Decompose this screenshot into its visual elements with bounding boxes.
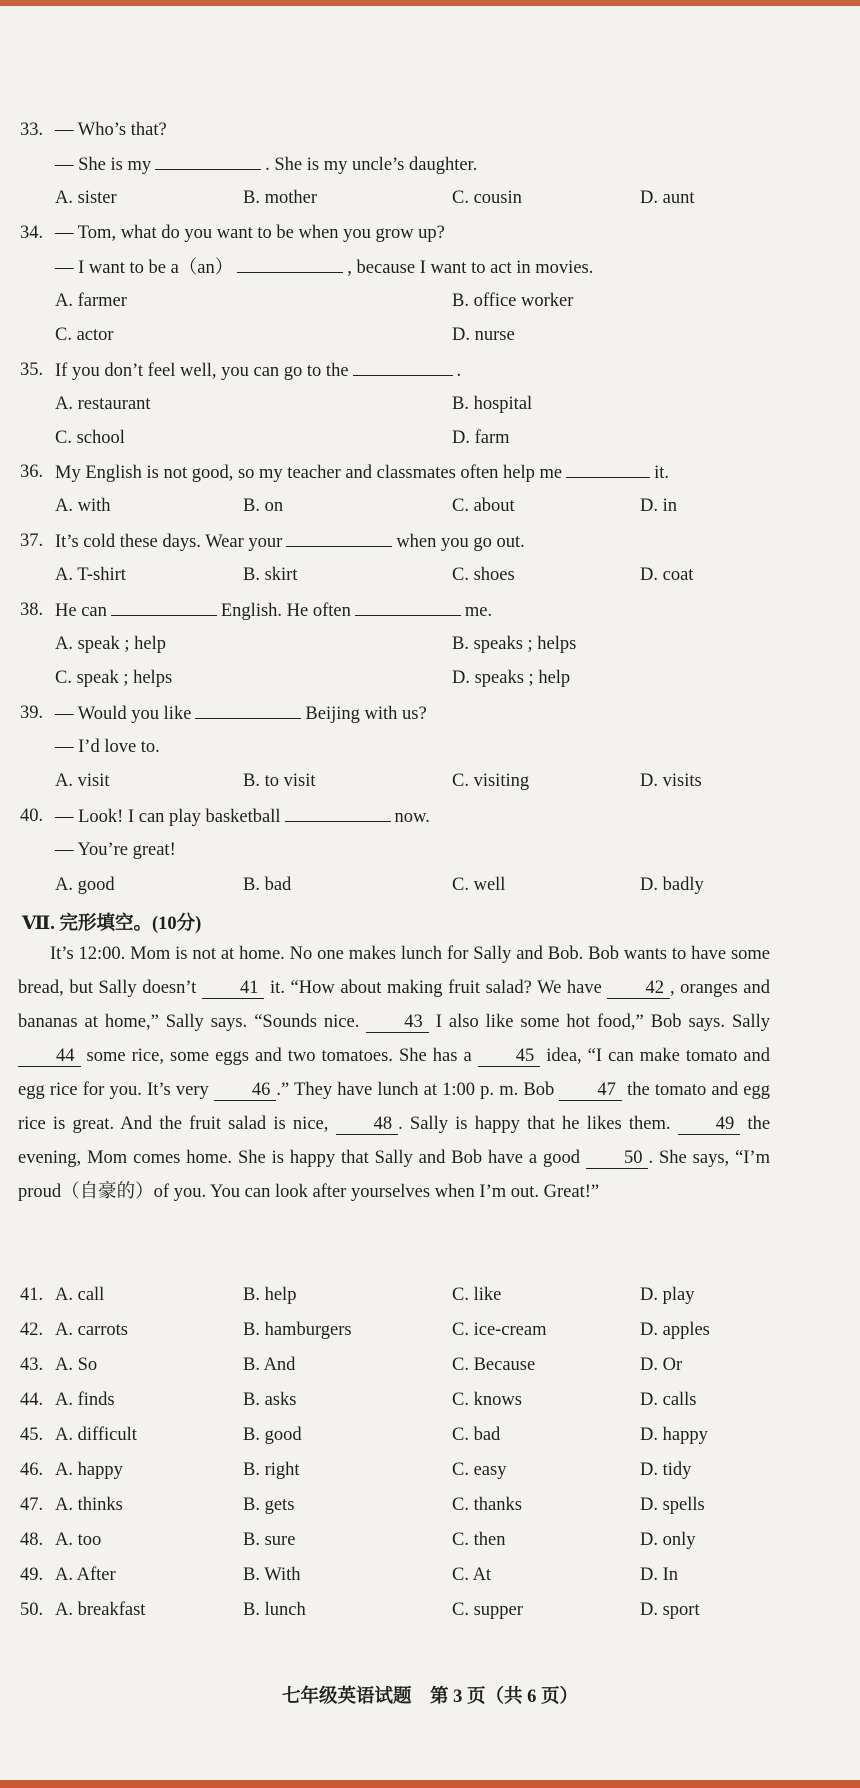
- page-footer: 七年级英语试题 第 3 页（共 6 页）: [281, 1687, 578, 1707]
- option-b: B. sure: [243, 1530, 296, 1550]
- question-number: 40.: [20, 806, 44, 826]
- answer-blank: [195, 702, 301, 719]
- option-a: A. So: [55, 1355, 98, 1375]
- question-line: — Would you like Beijing with us?: [55, 704, 427, 724]
- question-line: — Tom, what do you want to be when you grow up?: [55, 223, 445, 243]
- cloze-blank-50: 50: [586, 1148, 649, 1169]
- cloze-blank-44: 44: [18, 1046, 81, 1067]
- option-c: C. bad: [452, 1425, 501, 1445]
- question-number: 33.: [20, 120, 44, 140]
- answer-blank: [286, 530, 392, 547]
- option-c: C. knows: [452, 1390, 522, 1410]
- answer-blank: [155, 153, 261, 170]
- option-d: D. coat: [640, 565, 694, 585]
- option-c: C. ice-cream: [452, 1320, 547, 1340]
- question-number: 44.: [20, 1390, 44, 1410]
- option-a: A. finds: [55, 1390, 115, 1410]
- question-number: 46.: [20, 1460, 44, 1480]
- cloze-blank-45: 45: [478, 1046, 541, 1067]
- option-c: C. easy: [452, 1460, 507, 1480]
- option-d: D. tidy: [640, 1460, 692, 1480]
- option-a: A. breakfast: [55, 1600, 146, 1620]
- question-line: It’s cold these days. Wear your when you go out.: [55, 532, 525, 552]
- question-number: 37.: [20, 531, 44, 551]
- question-number: 43.: [20, 1355, 44, 1375]
- cloze-passage: It’s 12:00. Mom is not at home. No one makes lunch for Sally and Bob. Bob wants to have some bread, but Sally doesn’t 41 it. “How about making fruit salad? We have 42 , oranges and bananas at home,” Sally says. “Sounds nice. 43 I also like some hot food,” Bob says. Sally 44 some rice, some eggs and two tomatoes. She has a 45 idea, “I can make tomato and egg rice for you. It’s very 46 .” They have lunch at 1:00 p. m. Bob 47 the tomato and egg rice is great. And the fruit salad is nice, 48 . Sally is happy that he likes them. 49 the evening, Mom comes home. She is happy that Sally and Bob have a good 50 . She says, “I’m proud（自豪的）of you. You can look after yourselves when I’m out. Great!”: [18, 944, 771, 1202]
- option-b: B. on: [243, 496, 284, 516]
- option-a: A. farmer: [55, 291, 127, 311]
- answer-blank: [566, 461, 650, 478]
- question-number: 38.: [20, 600, 44, 620]
- question-line: He can English. He often me.: [55, 601, 493, 621]
- section-title: Ⅶ. 完形填空。(10分): [22, 914, 202, 934]
- option-a: A. good: [55, 875, 115, 895]
- question-line: — She is my . She is my uncle’s daughter.: [55, 155, 478, 175]
- option-d: D. badly: [640, 875, 704, 895]
- option-b: B. asks: [243, 1390, 297, 1410]
- option-c: C. then: [452, 1530, 506, 1550]
- cloze-blank-49: 49: [678, 1114, 741, 1135]
- question-number: 49.: [20, 1565, 44, 1585]
- question-line: If you don’t feel well, you can go to the .: [55, 361, 462, 381]
- option-a: A. T-shirt: [55, 565, 126, 585]
- answer-blank: [355, 599, 461, 616]
- option-b: B. bad: [243, 875, 292, 895]
- question-number: 45.: [20, 1425, 44, 1445]
- option-b: B. right: [243, 1460, 300, 1480]
- question-number: 47.: [20, 1495, 44, 1515]
- option-a: A. After: [55, 1565, 116, 1585]
- question-number: 39.: [20, 703, 44, 723]
- option-d: D. sport: [640, 1600, 700, 1620]
- question-line: — You’re great!: [55, 840, 176, 860]
- option-b: B. speaks ; helps: [452, 634, 577, 654]
- question-number: 41.: [20, 1285, 44, 1305]
- answer-blank: [111, 599, 217, 616]
- option-d: D. farm: [452, 428, 510, 448]
- option-b: B. good: [243, 1425, 302, 1445]
- option-a: A. restaurant: [55, 394, 151, 414]
- cloze-blank-46: 46: [214, 1080, 277, 1101]
- option-b: B. to visit: [243, 771, 316, 791]
- option-c: C. supper: [452, 1600, 523, 1620]
- option-a: A. with: [55, 496, 111, 516]
- cloze-blank-42: 42: [607, 978, 670, 999]
- question-line: — Who’s that?: [55, 120, 167, 140]
- option-d: D. speaks ; help: [452, 668, 571, 688]
- option-b: B. hamburgers: [243, 1320, 352, 1340]
- option-c: C. school: [55, 428, 125, 448]
- option-d: D. Or: [640, 1355, 683, 1375]
- option-c: C. thanks: [452, 1495, 522, 1515]
- question-number: 42.: [20, 1320, 44, 1340]
- option-a: A. visit: [55, 771, 110, 791]
- option-a: A. call: [55, 1285, 105, 1305]
- option-a: A. carrots: [55, 1320, 128, 1340]
- option-b: B. gets: [243, 1495, 295, 1515]
- answer-blank: [285, 805, 391, 822]
- question-line: My English is not good, so my teacher and classmates often help me it.: [55, 463, 670, 483]
- option-d: D. happy: [640, 1425, 708, 1445]
- question-number: 48.: [20, 1530, 44, 1550]
- option-a: A. happy: [55, 1460, 123, 1480]
- option-b: B. skirt: [243, 565, 298, 585]
- option-c: C. Because: [452, 1355, 536, 1375]
- question-number: 36.: [20, 462, 44, 482]
- option-d: D. visits: [640, 771, 702, 791]
- question-line: — I’d love to.: [55, 737, 160, 757]
- answer-blank: [353, 359, 453, 376]
- option-c: C. well: [452, 875, 506, 895]
- option-b: B. mother: [243, 188, 317, 208]
- cloze-blank-48: 48: [336, 1114, 399, 1135]
- option-a: A. too: [55, 1530, 102, 1550]
- option-d: D. In: [640, 1565, 679, 1585]
- option-a: A. thinks: [55, 1495, 123, 1515]
- question-line: — I want to be a（an） , because I want to act in movies.: [55, 258, 594, 278]
- question-number: 50.: [20, 1600, 44, 1620]
- option-d: D. nurse: [452, 325, 515, 345]
- option-b: B. lunch: [243, 1600, 306, 1620]
- option-c: C. shoes: [452, 565, 515, 585]
- cloze-blank-43: 43: [366, 1012, 429, 1033]
- option-d: D. play: [640, 1285, 695, 1305]
- option-c: C. like: [452, 1285, 502, 1305]
- option-c: C. actor: [55, 325, 114, 345]
- option-b: B. With: [243, 1565, 301, 1585]
- question-line: — Look! I can play basketball now.: [55, 807, 430, 827]
- option-d: D. calls: [640, 1390, 697, 1410]
- option-a: A. difficult: [55, 1425, 137, 1445]
- option-a: A. speak ; help: [55, 634, 166, 654]
- option-d: D. only: [640, 1530, 696, 1550]
- option-b: B. office worker: [452, 291, 574, 311]
- answer-blank: [237, 256, 343, 273]
- option-d: D. apples: [640, 1320, 710, 1340]
- question-number: 35.: [20, 360, 44, 380]
- option-b: B. hospital: [452, 394, 533, 414]
- bottom-edge-strip: [0, 1780, 860, 1788]
- option-d: D. spells: [640, 1495, 705, 1515]
- option-d: D. aunt: [640, 188, 695, 208]
- option-c: C. At: [452, 1565, 492, 1585]
- option-d: D. in: [640, 496, 677, 516]
- cloze-blank-47: 47: [559, 1080, 622, 1101]
- question-number: 34.: [20, 223, 44, 243]
- option-c: C. cousin: [452, 188, 522, 208]
- option-c: C. about: [452, 496, 515, 516]
- option-b: B. help: [243, 1285, 297, 1305]
- option-b: B. And: [243, 1355, 296, 1375]
- option-a: A. sister: [55, 188, 117, 208]
- option-c: C. visiting: [452, 771, 530, 791]
- option-c: C. speak ; helps: [55, 668, 173, 688]
- cloze-blank-41: 41: [202, 978, 265, 999]
